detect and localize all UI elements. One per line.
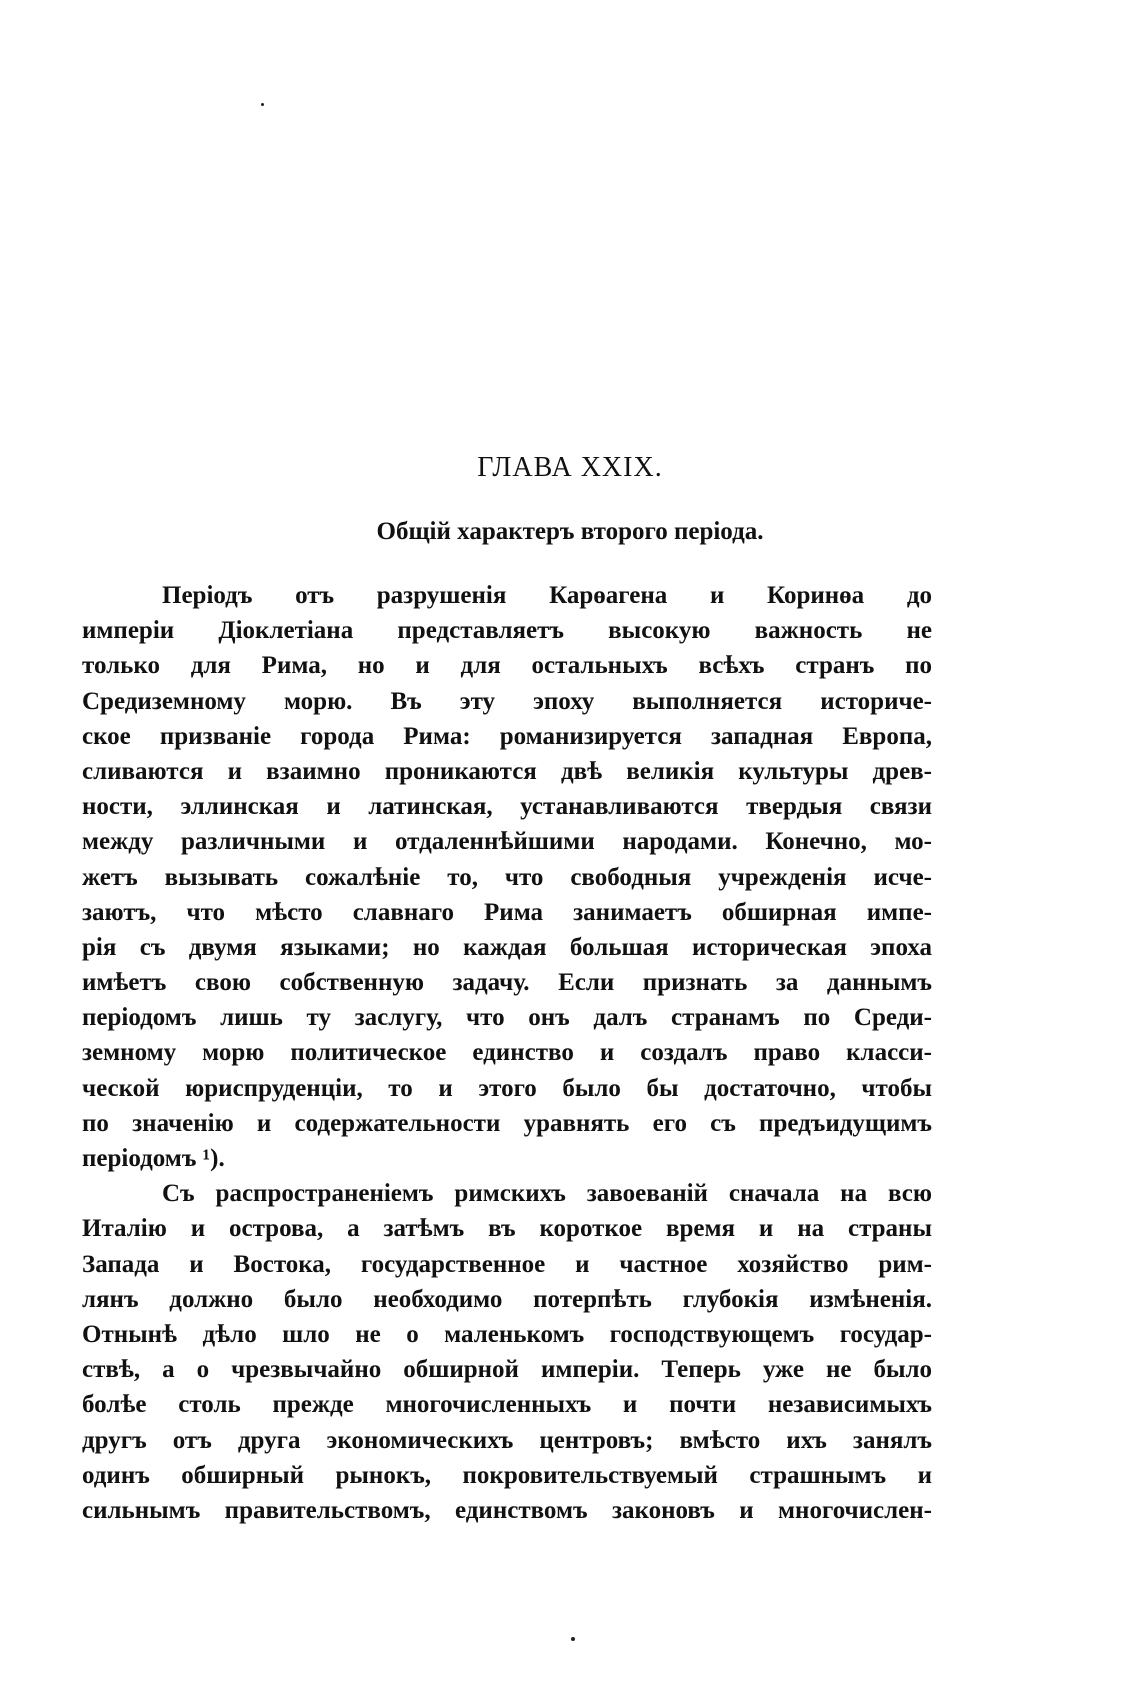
text-line: земному морю политическое единство и создалъ право класси- xyxy=(82,1039,932,1067)
text-line: Италію и острова, а затѣмъ въ короткое время и на страны xyxy=(82,1215,932,1243)
text-line: между различными и отдаленнѣйшими народами. Конечно, мо- xyxy=(82,828,932,856)
text-line: имѣетъ свою собственную задачу. Если признать за даннымъ xyxy=(82,969,932,997)
text-line: заютъ, что мѣсто славнаго Рима занимаетъ обширная импе- xyxy=(82,898,932,926)
text-line: другъ отъ друга экономическихъ центровъ; вмѣсто ихъ занялъ xyxy=(82,1426,932,1454)
text-line: одинъ обширный рынокъ, покровительствуемый страшнымъ и xyxy=(82,1461,932,1489)
text-line: періодомъ ¹). xyxy=(82,1145,225,1172)
text-line: ности, эллинская и латинская, устанавливаются твердыя связи xyxy=(82,793,932,821)
text-line: по значенію и содержательности уравнять его съ предъидущимъ xyxy=(82,1109,932,1137)
text-line: періодомъ лишь ту заслугу, что онъ далъ странамъ по Среди- xyxy=(82,1004,932,1032)
ink-speck-top xyxy=(261,103,264,106)
text-line: рія съ двумя языками; но каждая большая историческая эпоха xyxy=(82,933,932,961)
text-line: Средиземному морю. Въ эту эпоху выполняется историче- xyxy=(82,687,932,715)
text-line: имперіи Діоклетіана представляетъ высокую важность не xyxy=(82,617,932,645)
chapter-subtitle: Общій характеръ второго періода. xyxy=(376,518,764,545)
text-line: сильнымъ правительствомъ, единствомъ законовъ и многочислен- xyxy=(82,1496,932,1524)
text-line: Отнынѣ дѣло шло не о маленькомъ господствующемъ государ- xyxy=(82,1320,932,1348)
text-line: только для Рима, но и для остальныхъ всѣхъ странъ по xyxy=(82,652,932,680)
text-line: лянъ должно было необходимо потерпѣть глубокія измѣненія. xyxy=(82,1285,932,1313)
body-text xyxy=(82,578,932,1528)
chapter-title: ГЛАВА XXIX. xyxy=(477,452,663,483)
text-line: Запада и Востока, государственное и частное хозяйство рим- xyxy=(82,1250,932,1278)
text-line: сливаются и взаимно проникаются двѣ великія культуры древ- xyxy=(82,757,932,785)
text-line: Съ распространеніемъ римскихъ завоеваній сначала на всю xyxy=(162,1180,932,1208)
text-line: ствѣ, а о чрезвычайно обширной имперіи. Теперь уже не было xyxy=(82,1356,932,1384)
text-line: жетъ вызывать сожалѣніе то, что свободныя учрежденія исче- xyxy=(82,863,932,891)
text-line: ческой юриспруденціи, то и этого было бы достаточно, чтобы xyxy=(82,1074,932,1102)
text-line: Періодъ отъ разрушенія Карөагена и Коринөа до xyxy=(162,582,932,609)
ink-speck-bottom xyxy=(571,1637,575,1641)
text-line: ское призваніе города Рима: романизируется западная Европа, xyxy=(82,722,932,750)
text-line: болѣе столь прежде многочисленныхъ и почти независимыхъ xyxy=(82,1391,932,1419)
